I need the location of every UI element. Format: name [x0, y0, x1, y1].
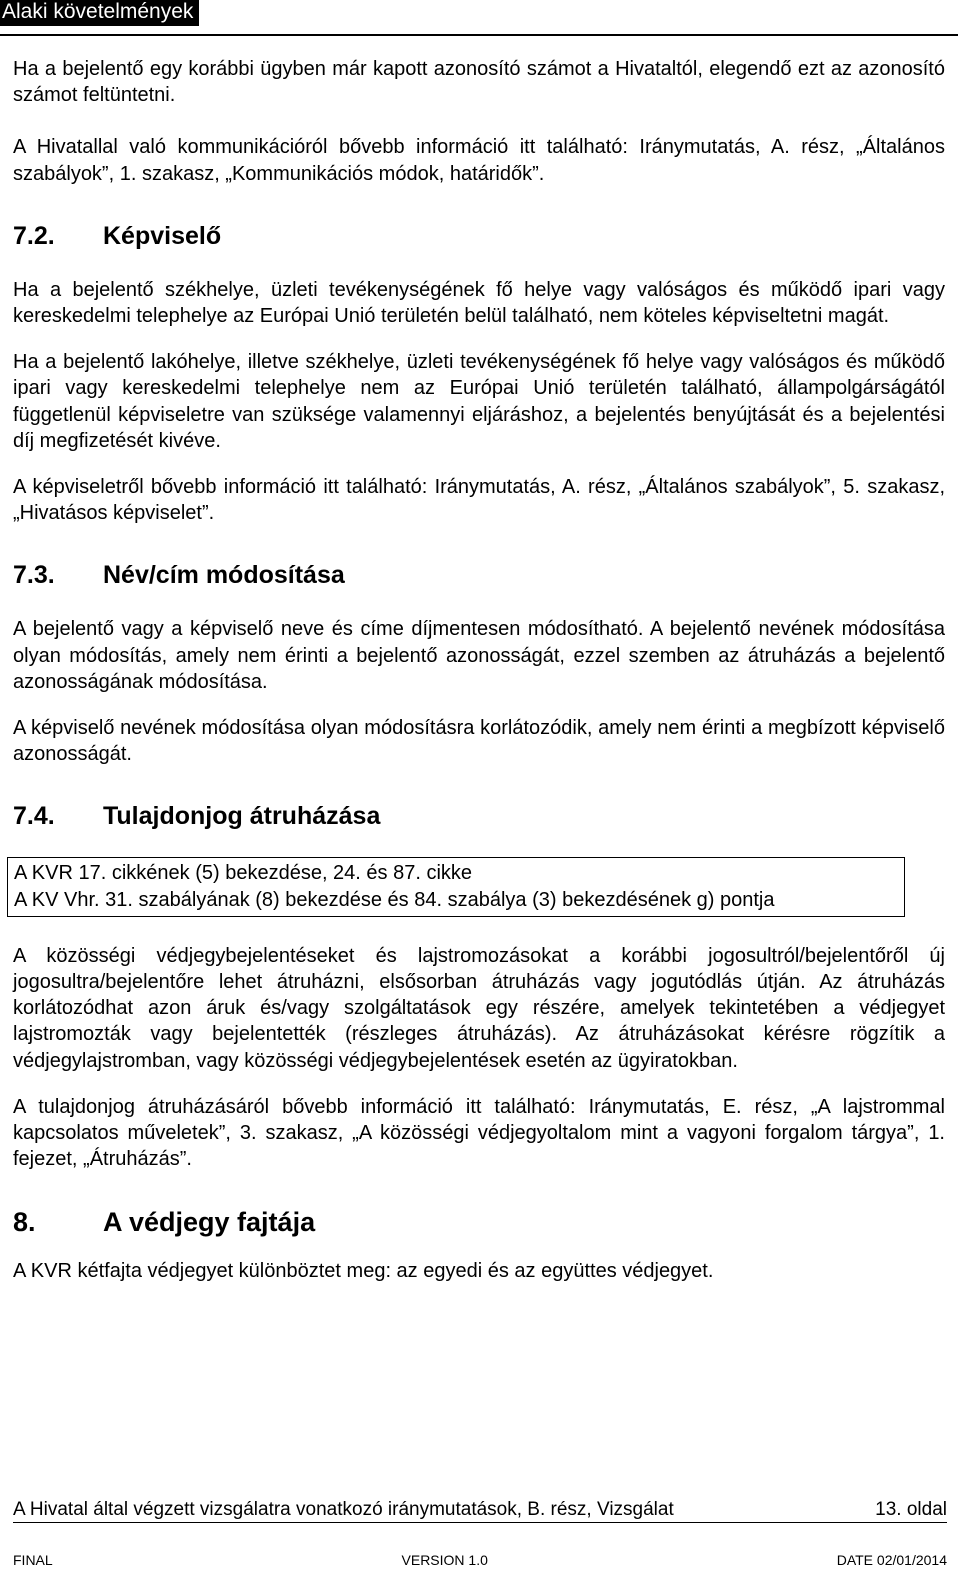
section-heading-8 [13, 1206, 945, 1238]
paragraph-representative-info: A képviseletről bővebb információ itt található: Iránymutatás, A. rész, „Általános szabályok”, 5. szakasz, „Hivatásos képviselet”. [13, 476, 945, 525]
section-number: 7.3. [13, 561, 55, 590]
section-title: Név/cím módosítása [103, 561, 345, 590]
section-title: Képviselő [103, 221, 222, 250]
paragraph-transfer-info: A tulajdonjog átruházásáról bővebb információ itt található: Iránymutatás, E. rész, „A lajstrommal kapcsolatos műveletek”, 3. szakasz, „A közösségi védjegyoltalom mint a vagyoni forgalom tárgya”, 1. fejezet, „Átruházás”. [13, 1095, 945, 1171]
section-number: 7.2. [13, 221, 55, 250]
paragraph-communication: A Hivatallal való kommunikációról bővebb információ itt található: Iránymutatás, A. rész, „Általános szabályok”, 1. szakasz, „Kommunikációs módok, határidők”. [13, 136, 945, 185]
footer-title-line [13, 1498, 947, 1523]
footer-status: FINAL [13, 1552, 53, 1568]
section-heading-7-2 [13, 221, 945, 251]
running-header-title: Alaki követelmények [0, 0, 199, 26]
section-heading-7-3 [13, 560, 945, 590]
legal-reference-vhr: A KV Vhr. 31. szabályának (8) bekezdése és 84. szabálya (3) bekezdésének g) pontja [14, 888, 775, 911]
header-rule [0, 34, 958, 36]
legal-reference-box [7, 857, 905, 916]
paragraph-trademark-types: A KVR kétfajta védjegyet különböztet meg: az egyedi és az együttes védjegyet. [13, 1260, 714, 1283]
paragraph-identifier: Ha a bejelentő egy korábbi ügyben már kapott azonosító számot a Hivataltól, elegendő ezt az azonosító számot feltüntetni. [13, 58, 945, 107]
footer-meta [13, 1551, 947, 1569]
paragraph-transfer: A közösségi védjegybejelentéseket és lajstromozásokat a korábbi jogosultról/bejelentőről új jogosultra/bejelentőre lehet átruházni, elsősorban átruházás vagy jogutódlás útján. Az átruházás korlátozódhat azon áruk és/vagy szolgáltatások egy részére, amelyek tekintetében a védjegyet lajstromozták vagy bejelentették (részleges átruházás). Az átruházásokat kérésre rögzítik a védjegylajstromban, vagy közösségi védjegybejelentések esetén az ügyiratokban. [13, 944, 945, 1072]
paragraph-representative-eu: Ha a bejelentő székhelye, üzleti tevékenységének fő helye vagy valóságos és működő ipari vagy kereskedelmi telephelye az Európai Unió területén belül található, nem köteles képviseltetni magát. [13, 278, 945, 328]
section-number: 8. [13, 1207, 36, 1238]
paragraph-representative-non-eu: Ha a bejelentő lakóhelye, illetve székhelye, üzleti tevékenységének fő helye vagy valóságos és működő ipari vagy kereskedelmi telephelye nem az Európai Unió területén található, állampolgárságától függetlenül képviseletre van szüksége valamennyi eljáráshoz, a bejelentés benyújtását és a bejelentési díj megfizetését kivéve. [13, 351, 945, 452]
footer-document-title: A Hivatal által végzett vizsgálatra vonatkozó iránymutatások, B. rész, Vizsgálat [13, 1499, 674, 1520]
section-title: Tulajdonjog átruházása [103, 802, 381, 831]
paragraph-representative-name-change: A képviselő nevének módosítása olyan módosításra korlátozódik, amely nem érinti a megbízott képviselő azonosságát. [13, 717, 945, 766]
legal-reference-kvr: A KVR 17. cikkének (5) bekezdése, 24. és 87. cikke [14, 862, 473, 885]
footer-version: VERSION 1.0 [401, 1552, 488, 1568]
section-heading-7-4 [13, 801, 945, 831]
footer-page-number: 13. oldal [875, 1499, 947, 1520]
section-title: A védjegy fajtája [103, 1207, 316, 1238]
paragraph-name-change: A bejelentő vagy a képviselő neve és címe díjmentesen módosítható. A bejelentő nevének módosítása olyan módosítás, amely nem érinti a bejelentő azonosságát, ezzel szemben az átruházás a bejelentő azonosságának módosítása. [13, 618, 945, 693]
section-number: 7.4. [13, 802, 55, 831]
page-body [13, 56, 945, 1285]
footer-date: DATE 02/01/2014 [836, 1552, 947, 1568]
